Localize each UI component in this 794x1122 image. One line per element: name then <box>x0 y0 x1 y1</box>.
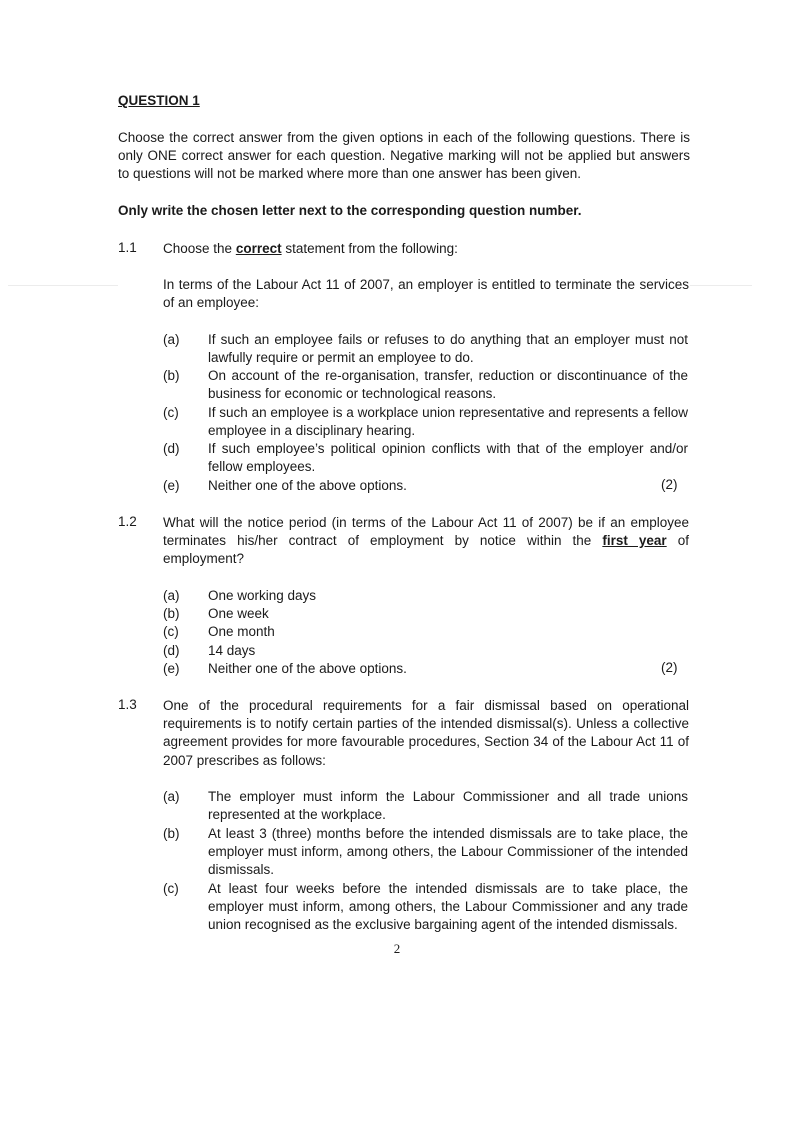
stem-emphasis: correct <box>235 241 282 256</box>
question-stem-1-3: One of the procedural requirements for a fair dismissal based on operational requirements is to notify certain parties of the intended dismissal(s). Unless a collective agreement provides for more favourable procedures, Section 34 of the Labour Act 11 of 2007 prescribes as follows: <box>163 698 689 768</box>
option-label: (b) <box>163 606 180 621</box>
option-label: (e) <box>163 478 180 493</box>
option-label: (a) <box>163 789 180 804</box>
option-label: (b) <box>163 368 180 383</box>
option-text: If such an employee is a workplace union representative and represents a fellow employee in a disciplinary hearing. <box>208 405 688 439</box>
option-label: (c) <box>163 881 179 896</box>
option-text: Neither one of the above options. <box>208 478 407 493</box>
question-number-1-3: 1.3 <box>118 697 137 712</box>
option-text: The employer must inform the Labour Commissioner and all trade unions represented at the workplace. <box>208 789 688 823</box>
stem-text: statement from the following: <box>281 241 458 256</box>
option-text: One week <box>208 606 269 621</box>
stem-emphasis: first year <box>602 533 667 549</box>
marks-1-1: (2) <box>661 477 678 492</box>
option-label: (c) <box>163 624 179 639</box>
marks-1-2: (2) <box>661 660 678 675</box>
option-label: (a) <box>163 588 180 603</box>
option-label: (e) <box>163 661 180 676</box>
question-stem-1-2 <box>163 514 689 569</box>
question-number-1-1: 1.1 <box>118 240 137 255</box>
option-text: One month <box>208 624 275 639</box>
stem-text: What will the notice period (in terms of the Labour Act 11 of 2007) be if an employee terminates his/her contract of employment by notice within the <box>163 515 689 549</box>
option-text: At least four weeks before the intended dismissals are to take place, the employer must inform, among others, the Labour Commissioner and any trade union recognised as the exclusive bargaining agent of the intended dismissals. <box>208 881 688 933</box>
option-label: (a) <box>163 332 180 347</box>
question-number-1-2: 1.2 <box>118 514 137 529</box>
option-text: If such employee’s political opinion conflicts with that of the employer and/or fellow employees. <box>208 441 688 475</box>
question-context-1-1: In terms of the Labour Act 11 of 2007, an employer is entitled to terminate the services of an employee: <box>163 277 689 311</box>
option-text: Neither one of the above options. <box>208 661 407 676</box>
option-label: (b) <box>163 826 180 841</box>
question-stem-1-1 <box>163 240 689 258</box>
answer-instruction: Only write the chosen letter next to the corresponding question number. <box>118 203 582 218</box>
option-text: One working days <box>208 588 317 603</box>
option-text: At least 3 (three) months before the intended dismissals are to take place, the employer must inform, among others, the Labour Commissioner of the intended dismissals. <box>208 826 688 878</box>
question-title: QUESTION 1 <box>118 93 200 108</box>
option-text: 14 days <box>208 643 256 658</box>
instructions-paragraph: Choose the correct answer from the given options in each of the following questions. There is only ONE correct answer for each question. Negative marking will not be applied but answers to questions will not be marked where more than one answer has been given. <box>118 130 690 182</box>
option-text: On account of the re-organisation, transfer, reduction or discontinuance of the business for economic or technological reasons. <box>208 368 688 402</box>
option-label: (d) <box>163 441 180 456</box>
page-number: 2 <box>393 941 401 956</box>
option-label: (d) <box>163 643 180 658</box>
stem-text: of employment? <box>163 533 689 567</box>
stem-text: Choose the <box>163 241 236 256</box>
scan-artifact-line <box>8 285 118 286</box>
option-text: If such an employee fails or refuses to do anything that an employer must not lawfully require or permit an employee to do. <box>208 332 688 366</box>
option-label: (c) <box>163 405 179 420</box>
scan-artifact-line <box>690 285 752 286</box>
